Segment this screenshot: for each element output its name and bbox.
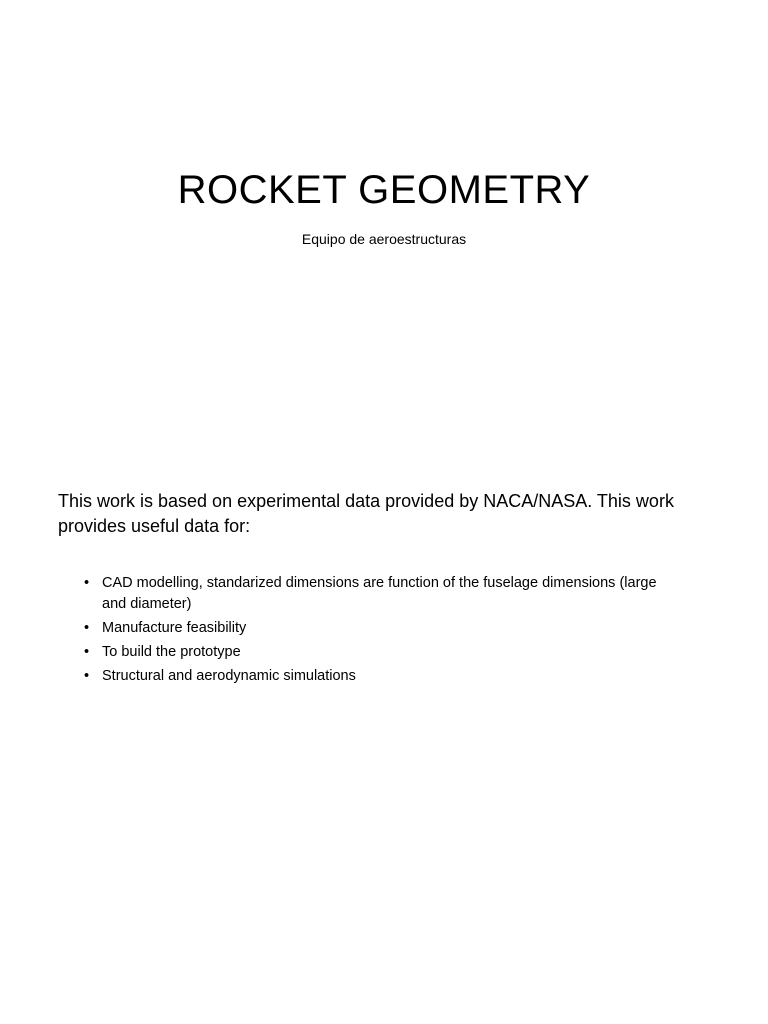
bullet-icon: •: [84, 644, 90, 660]
bullet-text: To build the prototype: [102, 644, 241, 660]
bullet-icon: •: [84, 575, 90, 591]
slide-subtitle: Equipo de aeroestructuras: [301, 231, 467, 247]
bullet-item: [84, 618, 664, 639]
bullet-icon: •: [84, 620, 90, 636]
bullet-item: [84, 573, 664, 615]
bullet-text: CAD modelling, standarized dimensions are function of the fuselage dimensions (large and diameter): [102, 575, 657, 612]
bullet-icon: •: [84, 668, 90, 684]
slide-title: ROCKET GEOMETRY: [177, 168, 591, 212]
bullet-text: Manufacture feasibility: [102, 620, 247, 636]
bullet-list: [84, 573, 664, 690]
bullet-item: [84, 642, 664, 663]
bullet-text: Structural and aerodynamic simulations: [102, 668, 356, 684]
bullet-item: [84, 666, 664, 687]
intro-paragraph: This work is based on experimental data provided by NACA/NASA. This work provides useful data for:: [58, 491, 674, 536]
